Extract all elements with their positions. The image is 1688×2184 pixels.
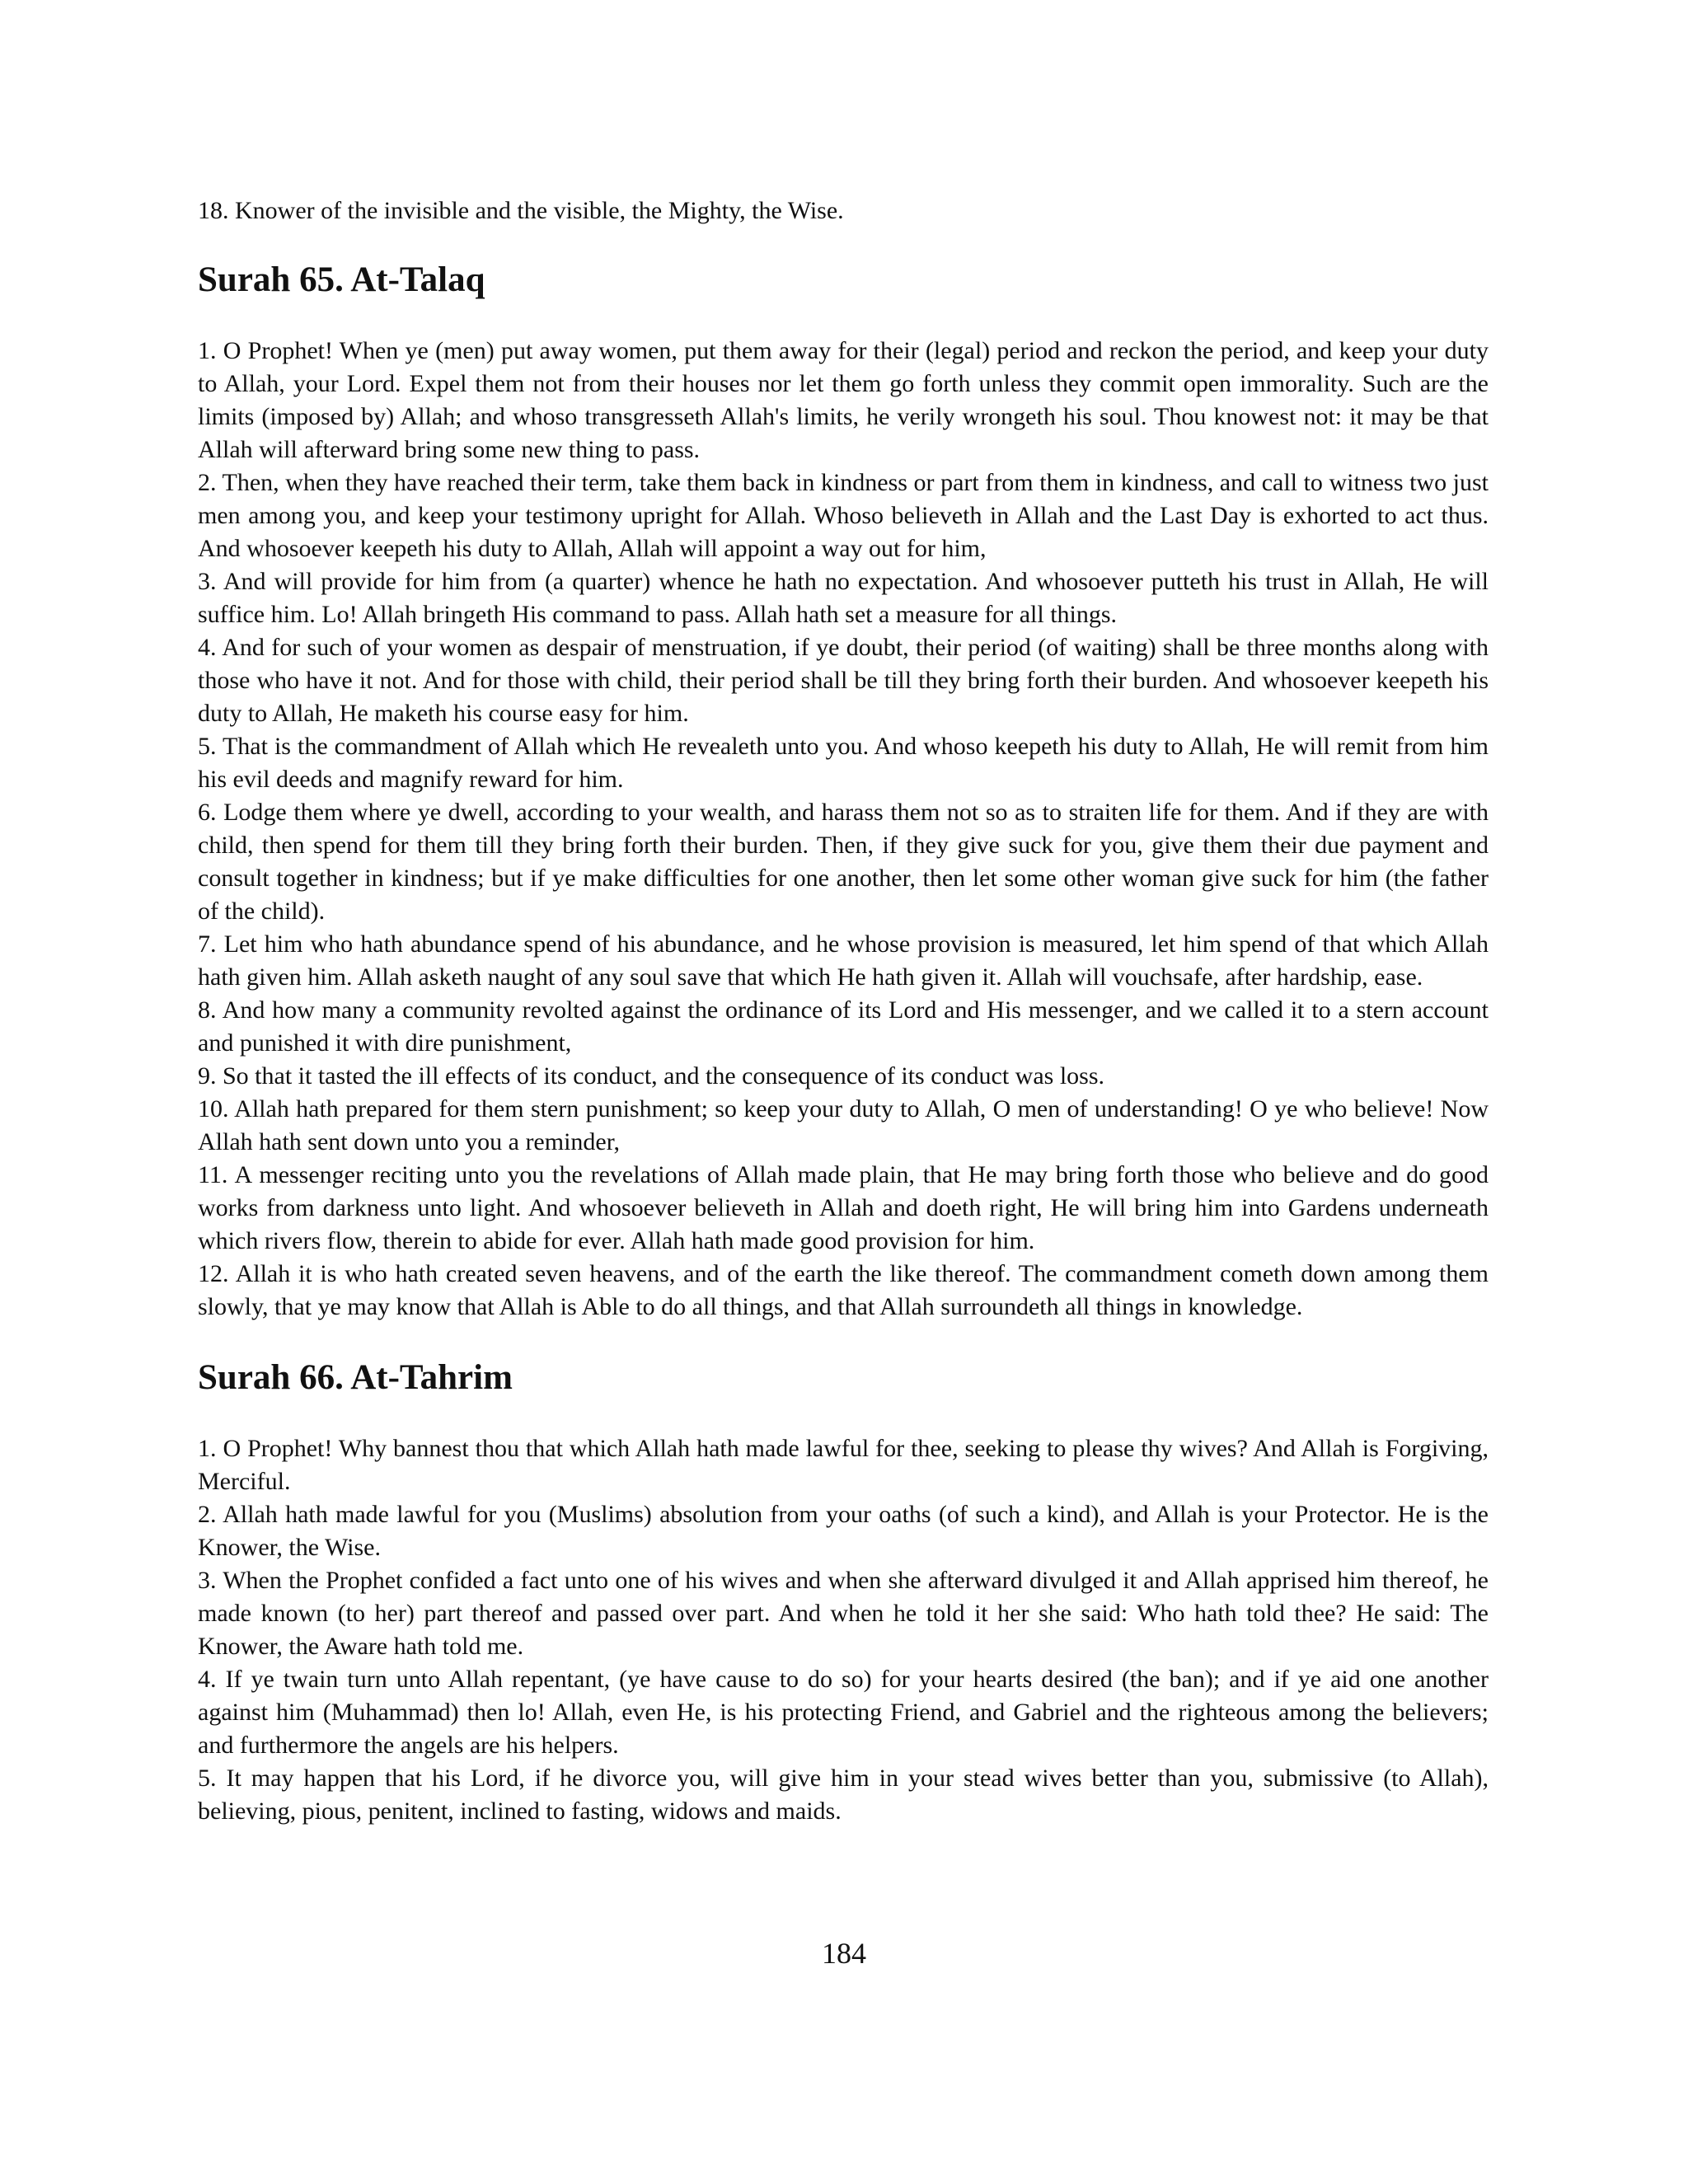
verse: 7. Let him who hath abundance spend of his abundance, and he whose provision is measured, let him spend of that which Allah hath given him. Allah asketh naught of any soul save that which He hath given it. Allah will vouchsafe, after hardship, ease. (198, 930, 1489, 991)
verse: 6. Lodge them where ye dwell, according to your wealth, and harass them not so as to straiten life for them. And if they are with child, then spend for them till they bring forth their burden. Then, if they give suck for you, give them their due payment and consult together in kindness; but if ye make difficulties for one another, then let some other woman give suck for him (the father of the child). (198, 799, 1489, 925)
surah-66 (198, 1357, 1489, 1828)
surah-66-title: Surah 66. At-Tahrim (198, 1358, 513, 1397)
verse: 2. Then, when they have reached their term, take them back in kindness or part from them in kindness, and call to witness two just men among you, and keep your testimony upright for Allah. Whoso believeth in Allah and the Last Day is exhorted to act thus. And whosoever keepeth his duty to Allah, Allah will appoint a way out for him, (198, 469, 1489, 562)
page-content (198, 194, 1489, 1861)
verse: 1. O Prophet! Why bannest thou that which Allah hath made lawful for thee, seeking to please thy wives? And Allah is Forgiving, Merciful. (198, 1435, 1489, 1495)
page-number: 184 (822, 1937, 866, 1970)
verse: 8. And how many a community revolted against the ordinance of its Lord and His messenger, and we called it to a stern account and punished it with dire punishment, (198, 996, 1489, 1057)
surah-65-title: Surah 65. At-Talaq (198, 260, 485, 299)
verse: 4. If ye twain turn unto Allah repentant, (ye have cause to do so) for your hearts desired (the ban); and if ye aid one another against him (Muhammad) then lo! Allah, even He, is his protecting Friend, and Gabriel and the righteous among the believers; and furthermore the angels are his helpers. (198, 1666, 1489, 1759)
verse: 4. And for such of your women as despair of menstruation, if ye doubt, their period (of waiting) shall be three months along with those who have it not. And for those with child, their period shall be till they bring forth their burden. And whosoever keepeth his duty to Allah, He maketh his course easy for him. (198, 634, 1489, 727)
verse-18-prev-surah: 18. Knower of the invisible and the visible, the Mighty, the Wise. (198, 197, 844, 224)
verse: 5. It may happen that his Lord, if he divorce you, will give him in your stead wives better than you, submissive (to Allah), believing, pious, penitent, inclined to fasting, widows and maids. (198, 1765, 1489, 1825)
verse: 1. O Prophet! When ye (men) put away women, put them away for their (legal) period and reckon the period, and keep your duty to Allah, your Lord. Expel them not from their houses nor let them go forth unless they commit open immorality. Such are the limits (imposed by) Allah; and whoso transgresseth Allah's limits, he verily wrongeth his soul. Thou knowest not: it may be that Allah will afterward bring some new thing to pass. (198, 337, 1489, 463)
verse: 11. A messenger reciting unto you the revelations of Allah made plain, that He may bring forth those who believe and do good works from darkness unto light. And whosoever believeth in Allah and doeth right, He will bring him into Gardens underneath which rivers flow, therein to abide for ever. Allah hath made good provision for him. (198, 1161, 1489, 1254)
verse: 12. Allah it is who hath created seven heavens, and of the earth the like thereof. The commandment cometh down among them slowly, that ye may know that Allah is Able to do all things, and that Allah surroundeth all things in knowledge. (198, 1260, 1489, 1320)
verse: 3. And will provide for him from (a quarter) whence he hath no expectation. And whosoever putteth his trust in Allah, He will suffice him. Lo! Allah bringeth His command to pass. Allah hath set a measure for all things. (198, 568, 1489, 628)
verse: 3. When the Prophet confided a fact unto one of his wives and when she afterward divulged it and Allah apprised him thereof, he made known (to her) part thereof and passed over part. And when he told it her she said: Who hath told thee? He said: The Knower, the Aware hath told me. (198, 1567, 1489, 1660)
verse: 2. Allah hath made lawful for you (Muslims) absolution from your oaths (of such a kind), and Allah is your Protector. He is the Knower, the Wise. (198, 1501, 1489, 1561)
verse: 10. Allah hath prepared for them stern punishment; so keep your duty to Allah, O men of understanding! O ye who believe! Now Allah hath sent down unto you a reminder, (198, 1095, 1489, 1155)
verse: 5. That is the commandment of Allah which He revealeth unto you. And whoso keepeth his duty to Allah, He will remit from him his evil deeds and magnify reward for him. (198, 733, 1489, 793)
surah-65 (198, 259, 1489, 1324)
verse: 9. So that it tasted the ill effects of its conduct, and the consequence of its conduct was loss. (198, 1062, 1105, 1090)
